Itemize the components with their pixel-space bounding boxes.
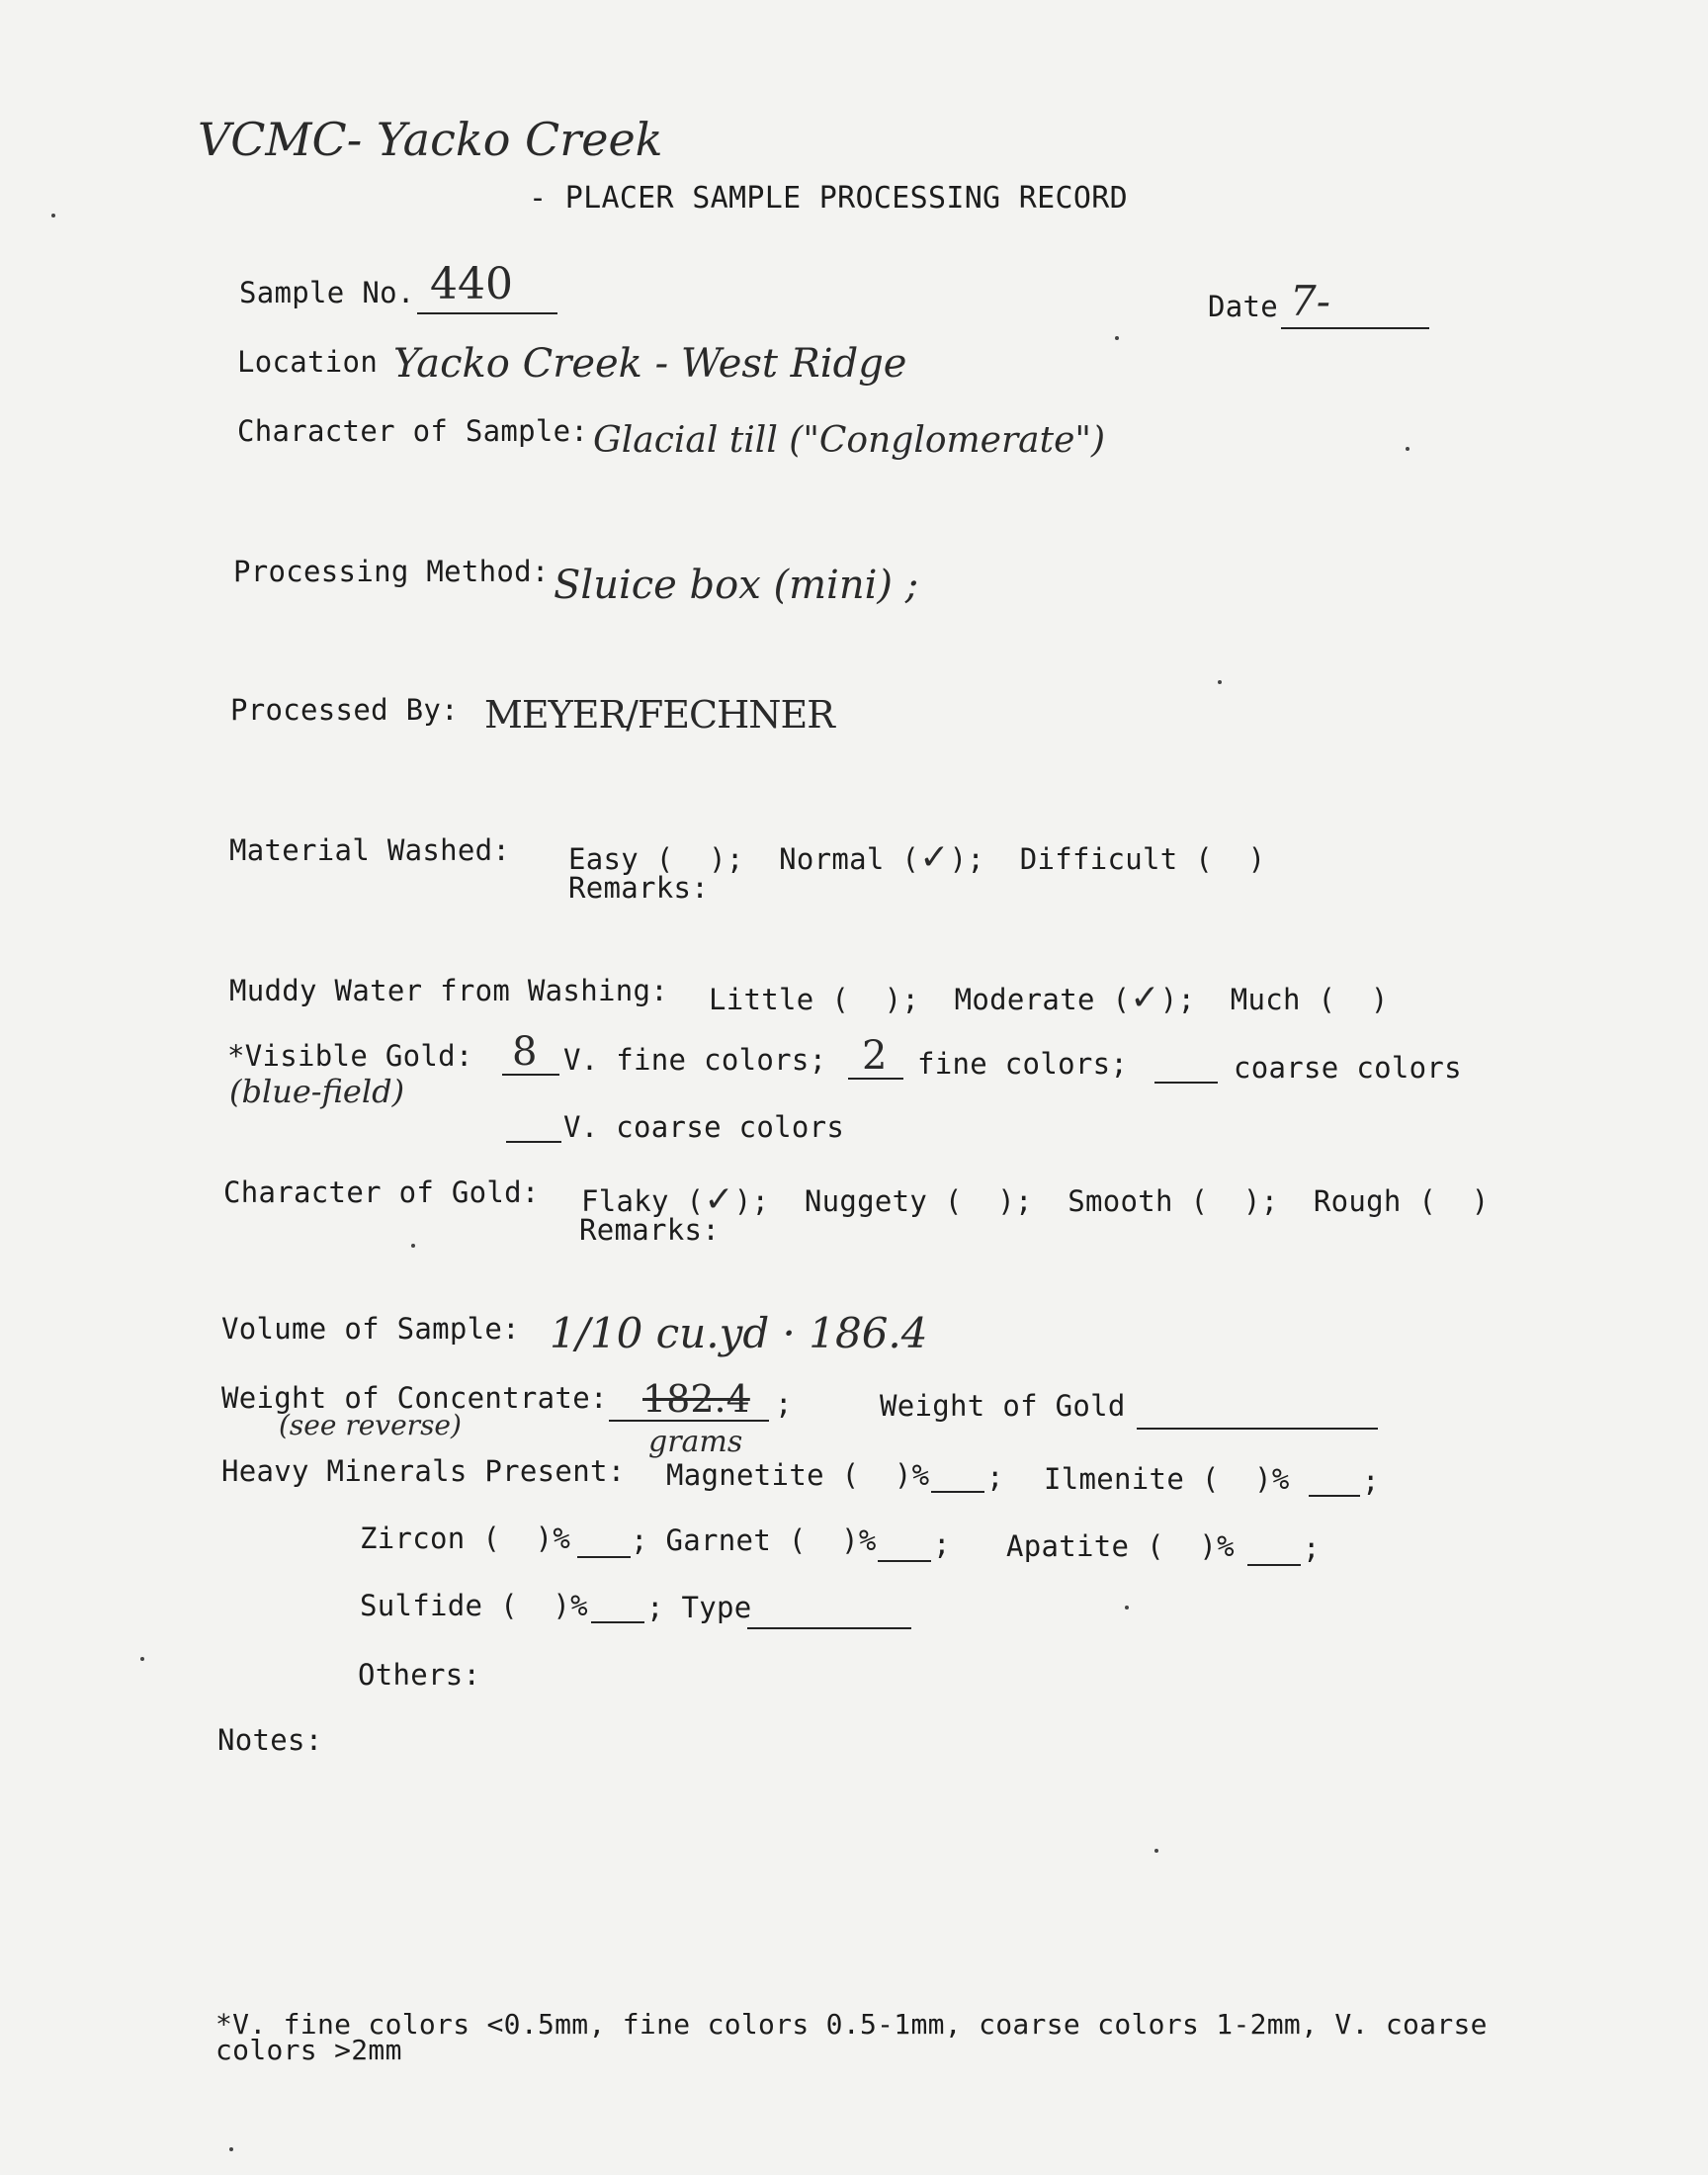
character-of-gold-options-end: ); Nuggety ( ); Smooth ( ); Rough ( )	[733, 1184, 1490, 1218]
footnote-line-2: colors >2mm	[215, 2034, 402, 2066]
muddy-water-options	[709, 978, 1389, 1018]
magnetite-label: Magnetite ( )%	[666, 1458, 930, 1492]
scan-speck	[1115, 336, 1119, 340]
visible-gold-vcoarse-underline	[506, 1141, 561, 1143]
others-label: Others:	[358, 1658, 481, 1692]
location-label: Location	[237, 345, 379, 379]
character-of-sample-value: Glacial till ("Conglomerate")	[593, 420, 1106, 461]
character-of-sample-label: Character of Sample:	[237, 414, 589, 448]
character-of-gold-options-start: Flaky (	[581, 1184, 705, 1218]
visible-gold-fine-count: 2	[862, 1033, 888, 1079]
volume-of-sample-label: Volume of Sample:	[221, 1312, 520, 1346]
ilmenite-label: Ilmenite ( )%	[1044, 1462, 1290, 1496]
material-washed-options-start: Easy ( ); Normal (	[568, 842, 920, 876]
magnetite-underline	[931, 1491, 984, 1493]
visible-gold-vfine-count: 8	[512, 1029, 538, 1075]
weight-of-concentrate-suffix: ;	[775, 1387, 793, 1421]
scan-speck	[1125, 1606, 1129, 1610]
volume-of-sample-value: 1/10 cu.yd · 186.4	[550, 1309, 928, 1357]
sulfide-underline	[591, 1621, 644, 1623]
muddy-water-check: ✓	[1130, 978, 1160, 1018]
processing-method-label: Processing Method:	[233, 555, 550, 588]
weight-of-concentrate-value-struck: 182.4	[642, 1377, 750, 1421]
visible-gold-vfine-label: V. fine colors;	[563, 1043, 827, 1077]
weight-of-gold-label: Weight of Gold	[880, 1389, 1126, 1423]
scan-speck	[229, 2147, 233, 2151]
visible-gold-note: (blue-field)	[229, 1073, 405, 1110]
character-of-gold-remarks-label: Remarks:	[579, 1213, 721, 1247]
type-underline	[747, 1627, 911, 1629]
date-underline	[1281, 327, 1429, 329]
sulfide-label: Sulfide ( )%	[360, 1589, 588, 1622]
scan-speck	[1154, 1849, 1158, 1853]
notes-label: Notes:	[217, 1723, 323, 1757]
sample-no-underline	[417, 312, 557, 314]
ilmenite-underline	[1309, 1495, 1360, 1497]
scan-speck	[140, 1657, 144, 1661]
garnet-semicolon: ;	[933, 1527, 951, 1561]
sample-no-value: 440	[430, 259, 513, 309]
material-washed-check: ✓	[919, 837, 950, 878]
ilmenite-semicolon: ;	[1362, 1464, 1380, 1498]
page-title: - PLACER SAMPLE PROCESSING RECORD	[529, 181, 1128, 216]
apatite-semicolon: ;	[1303, 1531, 1321, 1565]
date-label: Date	[1208, 290, 1279, 323]
weight-of-concentrate-note: (see reverse)	[279, 1409, 462, 1441]
visible-gold-fine-underline	[848, 1078, 903, 1080]
visible-gold-vcoarse-label: V. coarse colors	[563, 1110, 845, 1144]
footnote-line-1: *V. fine colors <0.5mm, fine colors 0.5-1mm, coarse colors 1-2mm, V. coarse	[215, 2008, 1488, 2041]
processed-by-label: Processed By:	[230, 693, 459, 727]
weight-of-gold-underline	[1137, 1428, 1378, 1430]
page-title-text: PLACER SAMPLE PROCESSING RECORD	[564, 181, 1128, 216]
weight-of-concentrate-underline	[609, 1420, 769, 1422]
scan-speck	[1406, 447, 1409, 451]
visible-gold-coarse-underline	[1154, 1082, 1218, 1084]
type-label: ; Type	[646, 1591, 752, 1624]
visible-gold-fine-label: fine colors;	[917, 1047, 1129, 1081]
muddy-water-options-start: Little ( ); Moderate (	[709, 983, 1131, 1016]
scan-speck	[1218, 680, 1222, 684]
scan-speck	[411, 1244, 415, 1248]
material-washed-options-end: ); Difficult ( )	[949, 842, 1266, 876]
garnet-label: ; Garnet ( )%	[631, 1523, 877, 1557]
muddy-water-label: Muddy Water from Washing:	[229, 974, 668, 1007]
date-value: 7-	[1290, 277, 1330, 325]
scan-speck	[51, 214, 55, 218]
muddy-water-options-end: ); Much ( )	[1159, 983, 1389, 1016]
character-of-gold-check: ✓	[704, 1179, 734, 1220]
apatite-label: Apatite ( )%	[1006, 1529, 1235, 1563]
handwritten-header: VCMC- Yacko Creek	[198, 113, 663, 166]
visible-gold-vfine-underline	[502, 1074, 559, 1076]
apatite-underline	[1247, 1564, 1301, 1566]
visible-gold-coarse-label: coarse colors	[1234, 1051, 1462, 1085]
visible-gold-label: *Visible Gold:	[227, 1039, 473, 1073]
garnet-underline	[878, 1560, 931, 1562]
location-value: Yacko Creek - West Ridge	[393, 341, 907, 387]
processed-by-value: MEYER/FECHNER	[484, 693, 834, 737]
weight-of-concentrate-unit: grams	[648, 1425, 743, 1459]
character-of-gold-label: Character of Gold:	[223, 1175, 540, 1209]
material-washed-remarks-label: Remarks:	[568, 871, 710, 905]
heavy-minerals-label: Heavy Minerals Present:	[221, 1454, 626, 1488]
magnetite-semicolon: ;	[986, 1460, 1004, 1494]
zircon-label: Zircon ( )%	[360, 1522, 571, 1555]
processing-method-value: Sluice box (mini) ;	[554, 563, 919, 608]
zircon-underline	[577, 1556, 631, 1558]
weight-of-concentrate-label: Weight of Concentrate:	[221, 1381, 608, 1415]
sample-no-label: Sample No.	[239, 276, 415, 309]
material-washed-label: Material Washed:	[229, 833, 511, 867]
